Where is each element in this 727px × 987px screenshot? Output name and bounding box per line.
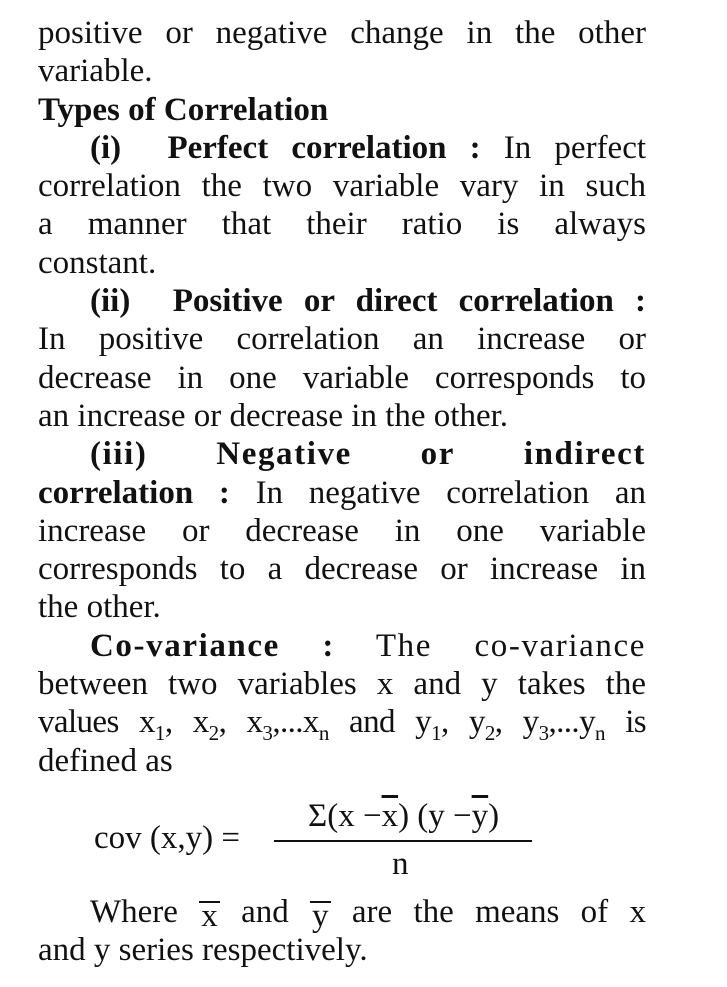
positive-line-3: decrease in one variable corresponds to	[38, 359, 646, 396]
formula-mid: ) (y −	[398, 798, 472, 834]
positive-correlation-heading-line	[38, 282, 646, 320]
negative-text-2: In negative correlation an	[255, 474, 646, 511]
covariance-term: Co-variance :	[90, 627, 335, 664]
perfect-line-4: constant.	[38, 244, 157, 281]
sub-y2: 2	[484, 721, 495, 746]
negative-line-4: corresponds to a decrease or increase in	[38, 551, 646, 588]
perfect-line-2: correlation the two variable vary in such	[38, 168, 646, 205]
negative-term-word-3: indirect	[523, 436, 647, 473]
positive-term: Positive or direct correlation :	[172, 283, 646, 320]
where-ybar: y	[312, 898, 329, 934]
positive-marker: (ii)	[90, 283, 131, 320]
cov-and-y: and y	[349, 704, 432, 741]
cov-values-label: values x	[38, 704, 155, 741]
covariance-text-1: The co-variance	[375, 627, 647, 664]
document-body	[38, 14, 646, 780]
where-word: Where	[90, 894, 178, 930]
formula-denominator: n	[392, 846, 409, 882]
covariance-line-4: defined as	[38, 742, 173, 779]
negative-correlation-heading-line	[38, 435, 646, 473]
formula-numerator	[308, 798, 499, 835]
formula-close: )	[488, 798, 500, 834]
section-heading	[38, 91, 646, 129]
cov-is: is	[625, 704, 647, 741]
sub-x1: 1	[154, 721, 165, 746]
negative-line-5: the other.	[38, 589, 161, 626]
fraction-bar	[274, 840, 532, 842]
covariance-line-2: between two variables x and y takes the	[38, 666, 646, 703]
formula-xbar: $\overline{x}$	[381, 798, 399, 834]
perfect-term: Perfect correlation :	[167, 129, 481, 166]
sub-x2: 2	[208, 721, 219, 746]
where-and: and	[241, 894, 289, 930]
positive-line-4: an increase or decrease in the other.	[38, 397, 509, 434]
perfect-marker: (i)	[90, 129, 122, 166]
covariance-heading-line	[38, 627, 646, 665]
intro-line-1: positive or negative change in the other	[38, 15, 646, 51]
where-xbar: x	[201, 898, 218, 934]
perfect-text-1: In perfect	[503, 129, 647, 166]
sub-yn: n	[595, 721, 605, 746]
negative-marker: (iii)	[90, 436, 148, 473]
sub-y1: 1	[431, 721, 441, 746]
sub-xn: n	[318, 721, 329, 746]
negative-term-word-2: or	[420, 436, 456, 473]
where-line-2: and y series respectively.	[38, 932, 368, 969]
formula-ybar: $\overline{y}$	[471, 798, 489, 834]
perfect-line-3: a manner that their ratio is always	[38, 206, 646, 243]
where-paragraph	[38, 893, 646, 970]
sub-y3: 3	[538, 721, 549, 746]
negative-term-word-1: Negative	[216, 436, 352, 473]
formula-lhs: cov (x,y) =	[94, 820, 240, 856]
formula-sigma: Σ(x −	[308, 798, 382, 834]
negative-line-2	[38, 474, 646, 512]
covariance-line-3: values $x_1$, $x_2$, $x_3,...x_n$ and $y_1$, $y_2$, $y_3,...y_n$ is	[38, 704, 647, 746]
sub-x3: 3	[262, 721, 273, 746]
intro-line-2: variable.	[38, 53, 153, 90]
section-heading-text: Types of Correlation	[38, 91, 329, 128]
where-line-1	[38, 893, 646, 934]
where-rest: are the means of x	[351, 894, 646, 930]
negative-line-3: increase or decrease in one variable	[38, 512, 646, 549]
positive-line-2: In positive correlation an increase or	[38, 321, 646, 358]
perfect-correlation-heading-line	[38, 129, 646, 167]
covariance-formula	[94, 798, 534, 888]
negative-term-line2: correlation :	[38, 474, 230, 511]
